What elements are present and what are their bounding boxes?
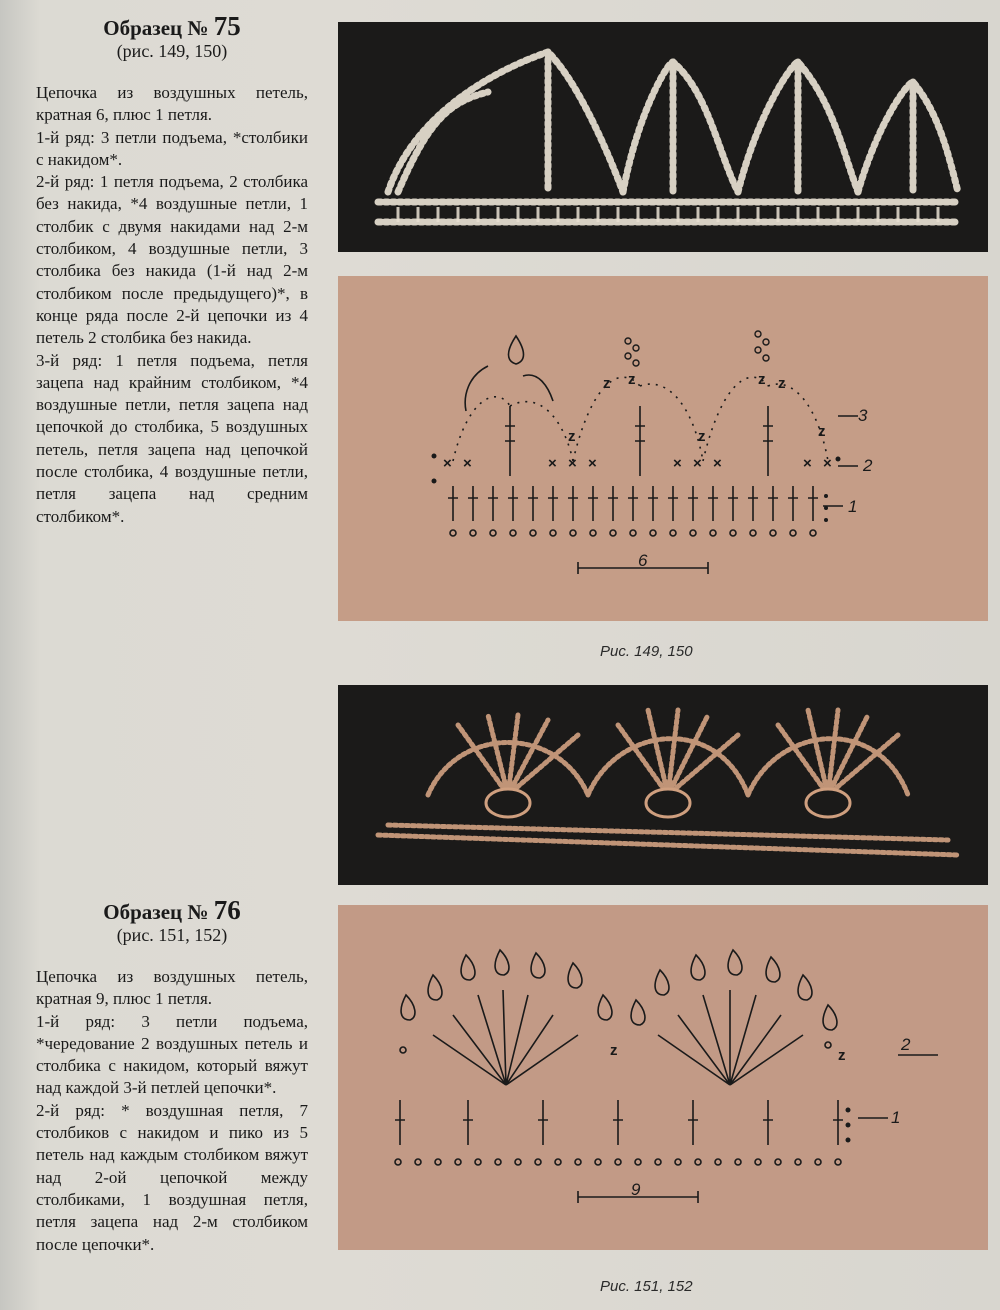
crochet-diagram-150-drawing <box>338 276 988 621</box>
svg-text:z: z <box>610 1042 618 1059</box>
svg-text:z: z <box>568 428 576 445</box>
svg-text:×: × <box>548 455 557 472</box>
sample-75-figures-ref: (рис. 149, 150) <box>116 41 228 61</box>
sample-75-title-prefix: Образец № <box>103 16 209 40</box>
crochet-diagram-152-drawing <box>338 905 988 1250</box>
repeat-label: 9 <box>631 1180 641 1199</box>
sample-75-paragraph: 2-й ряд: 1 петля подъема, 2 столбика без накида, *4 воздушные петли, 1 столбик с двумя накидами над 2-м столбиком, 4 воздушные петли, 3 столбика без накида (1-й над 2-м столбиком после предыдущего)*, в конце ряда после 2-й цепочки из 4 петель 2 столбика без накида. <box>36 172 308 348</box>
crochet-diagram-152 <box>338 905 988 1250</box>
svg-text:z: z <box>698 428 706 445</box>
svg-text:×: × <box>713 455 722 472</box>
lace-photo-149 <box>338 22 988 252</box>
lace-photo-149-drawing <box>338 22 988 252</box>
sample-76-title-number: 76 <box>213 895 241 925</box>
svg-text:z: z <box>628 371 636 388</box>
svg-text:z: z <box>818 423 826 440</box>
svg-text:×: × <box>568 455 577 472</box>
svg-text:z: z <box>778 375 786 392</box>
sample-76-text <box>36 895 308 1256</box>
caption-149-150: Рис. 149, 150 <box>600 643 693 660</box>
svg-text:×: × <box>463 455 472 472</box>
sample-75-paragraph: Цепочка из воздушных петель, кратная 6, плюс 1 петля. <box>36 83 308 125</box>
svg-text:×: × <box>588 455 597 472</box>
sample-76-title-prefix: Образец № <box>103 900 209 924</box>
lace-photo-151-drawing <box>338 685 988 885</box>
row-3-label: 3 <box>858 406 868 425</box>
caption-151-152: Рис. 151, 152 <box>600 1278 693 1295</box>
repeat-label: 6 <box>638 551 648 570</box>
sample-76-paragraph: Цепочка из воздушных петель, кратная 9, плюс 1 петля. <box>36 967 308 1009</box>
lace-photo-151 <box>338 685 988 885</box>
sample-75-paragraph: 3-й ряд: 1 петля подъема, петля зацепа над крайним столбиком, *4 воздушные петли, петля зацепа над цепочкой до столбика, 5 воздушных петель, петля зацепа над цепочкой после столбика, 4 воздушные петли, петля зацепа над средним столбиком*. <box>36 350 308 526</box>
row-1-label: 1 <box>891 1108 901 1127</box>
sample-75-title <box>36 11 308 41</box>
svg-text:z: z <box>838 1047 846 1064</box>
row-2-label: 2 <box>901 1035 911 1054</box>
svg-text:×: × <box>443 455 452 472</box>
sample-76-paragraph: 2-й ряд: * воздушная петля, 7 столбиков с накидом и пико из 5 петель над каждым столбиком вяжут над 2-ой цепочкой между столбиками, 1 воздушная петля, петля зацепа над 2-м столбиком после цепочки*. <box>36 1100 308 1254</box>
sample-75-paragraph: 1-й ряд: 3 петли подъема, *столбики с накидом*. <box>36 127 308 169</box>
svg-text:×: × <box>803 455 812 472</box>
crochet-diagram-150 <box>338 276 988 621</box>
svg-text:z: z <box>758 371 766 388</box>
svg-text:z: z <box>603 375 611 392</box>
sample-76-figures-ref: (рис. 151, 152) <box>116 925 228 945</box>
sample-76-paragraph: 1-й ряд: 3 петли подъема, *чередование 2 воздушных петель и столбика с накидом, который вяжут над каждой 3-й петлей цепочки*. <box>36 1011 308 1098</box>
sample-75-title-number: 75 <box>213 11 241 41</box>
sample-75-text <box>36 11 308 528</box>
svg-text:×: × <box>673 455 682 472</box>
sample-76-title <box>36 895 308 925</box>
svg-text:×: × <box>693 455 702 472</box>
row-1-label: 1 <box>848 497 858 516</box>
row-2-label: 2 <box>863 456 873 475</box>
svg-text:×: × <box>823 455 832 472</box>
